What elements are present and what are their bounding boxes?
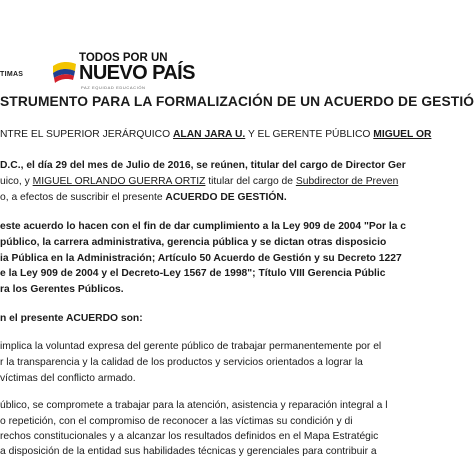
parties-prefix: NTRE EL SUPERIOR JERÁRQUICO bbox=[0, 129, 173, 140]
p1-line-3-a: o, a efectos de suscribir el presente bbox=[0, 192, 166, 203]
manager-name: MIGUEL OR bbox=[373, 129, 432, 140]
p5-line-4: a disposición de la entidad sus habilidades técnicas y gerenciales para contribuir a bbox=[0, 446, 377, 457]
p5-line-3: rechos constitucionales y a alcanzar los resultados definidos en el Mapa Estratégic bbox=[0, 431, 379, 442]
p5-line-1: úblico, se compromete a trabajar para la atención, asistencia y reparación integral a l bbox=[0, 400, 388, 411]
government-logo bbox=[51, 52, 195, 94]
logo-slogan-main: NUEVO PAÍS bbox=[79, 62, 195, 84]
p1-line-2-b: titular del cargo de bbox=[205, 176, 296, 187]
manager-role: Subdirector de Preven bbox=[295, 176, 399, 187]
p4-line-2: r la transparencia y la calidad de los productos y servicios orientados a lograr la bbox=[0, 357, 363, 368]
p1-line-3 bbox=[0, 192, 287, 203]
manager-full-name: MIGUEL ORLANDO GUERRA ORTIZ bbox=[32, 176, 206, 187]
p2-line-3: ia Pública en la Administración; Artículo 50 Acuerdo de Gestión y su Decreto 1227 bbox=[0, 253, 402, 264]
p1-line-2 bbox=[0, 176, 398, 187]
p4-line-3: víctimas del conflicto armado. bbox=[0, 373, 136, 384]
parties-middle: Y EL GERENTE PÚBLICO bbox=[245, 129, 374, 140]
p3-line-1: n el presente ACUERDO son: bbox=[0, 313, 143, 324]
victims-unit-logo-text: TIMAS bbox=[0, 71, 24, 78]
colombia-flag-icon bbox=[51, 60, 77, 86]
parties-line bbox=[0, 129, 431, 140]
p2-line-1: este acuerdo lo hacen con el fin de dar cumplimiento a la Ley 909 de 2004 "Por la c bbox=[0, 221, 407, 232]
p2-line-5: ra los Gerentes Públicos. bbox=[0, 284, 124, 295]
p5-line-2: o repetición, con el compromiso de reconocer a las víctimas su condición y di bbox=[0, 416, 353, 427]
p1-line-2-a: uico, y bbox=[0, 176, 33, 187]
p1-line-1: D.C., el día 29 del mes de Julio de 2016, se reúnen, titular del cargo de Director Ger bbox=[0, 160, 406, 171]
document-title: STRUMENTO PARA LA FORMALIZACIÓN DE UN ACUERDO DE GESTIÓ bbox=[0, 94, 474, 109]
p2-line-4: e la Ley 909 de 2004 y el Decreto-Ley 1567 de 1998"; Título VIII Gerencia Públic bbox=[0, 268, 386, 279]
p2-line-2: público, la carrera administrativa, gerencia pública y se dictan otras disposicio bbox=[0, 237, 387, 248]
logo-slogan-top: TODOS POR UN bbox=[79, 52, 168, 64]
superior-name: ALAN JARA U. bbox=[172, 129, 246, 140]
p4-line-1: implica la voluntad expresa del gerente público de trabajar permanentemente por el bbox=[0, 341, 382, 352]
logo-tagline: PAZ EQUIDAD EDUCACIÓN bbox=[81, 85, 146, 90]
p1-line-3-b: ACUERDO DE GESTIÓN. bbox=[165, 192, 287, 203]
